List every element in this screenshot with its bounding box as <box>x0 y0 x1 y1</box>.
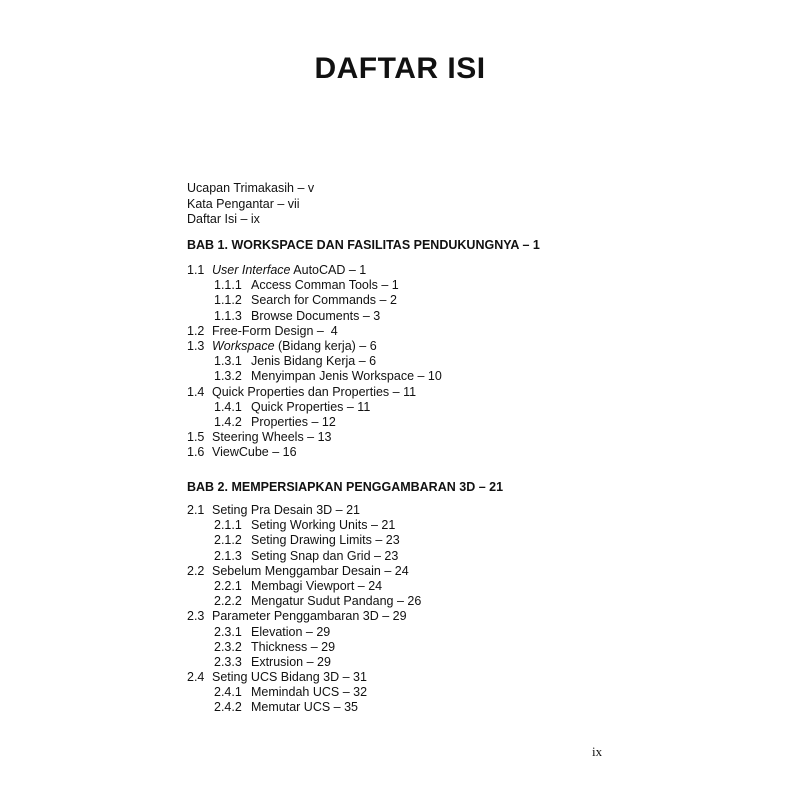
page-number: ix <box>592 744 603 759</box>
toc-entry-number: 2.1.2 <box>214 533 242 548</box>
toc-entry-text: Memindah UCS – 32 <box>251 685 368 700</box>
toc-entry-number: 1.1 <box>187 263 205 277</box>
toc-entry-number: 1.1.1 <box>214 278 242 293</box>
toc-entry <box>187 625 421 640</box>
toc-entry-text: Sebelum Menggambar Desain – 24 <box>212 563 409 578</box>
toc-entry-number: 1.3 <box>187 338 205 353</box>
toc-entry-text: Seting Pra Desain 3D – 21 <box>212 503 361 517</box>
toc-entry-number: 1.5 <box>187 430 205 445</box>
chapter-2-heading: BAB 2. MEMPERSIAPKAN PENGGAMBARAN 3D – 21 <box>187 480 504 494</box>
preliminary-item: Kata Pengantar – vii <box>187 196 300 211</box>
toc-entry-text: Parameter Penggambaran 3D – 29 <box>212 609 407 624</box>
toc-entry-text: Steering Wheels – 13 <box>212 430 332 445</box>
toc-entry-text: Elevation – 29 <box>251 624 331 639</box>
toc-entry-text: Free-Form Design – 4 <box>212 323 338 338</box>
toc-entry-number: 2.4.2 <box>214 700 242 715</box>
toc-entry <box>187 655 421 670</box>
toc-entry-number: 2.3 <box>187 609 205 624</box>
preliminary-item: Daftar Isi – ix <box>187 212 260 226</box>
toc-entry-text: (Bidang kerja) – 6 <box>274 338 377 353</box>
preliminary-item: Ucapan Trimakasih – v <box>187 181 315 195</box>
toc-entry <box>187 339 442 354</box>
toc-entry-text: Thickness – 29 <box>251 639 336 654</box>
toc-entry-number: 1.6 <box>187 445 205 460</box>
page-title: DAFTAR ISI <box>314 52 486 85</box>
toc-entry-text: Seting Working Units – 21 <box>251 518 396 533</box>
toc-entry <box>187 503 421 518</box>
toc-entry <box>187 430 442 445</box>
toc-entry-text: Memutar UCS – 35 <box>251 700 358 715</box>
toc-entry <box>187 579 421 594</box>
toc-entry-number: 1.4.2 <box>214 414 242 429</box>
toc-entry <box>187 609 421 624</box>
toc-entry-number: 2.4.1 <box>214 685 242 700</box>
toc-entry-number: 2.1 <box>187 503 205 517</box>
toc-entry-number: 2.3.2 <box>214 639 242 654</box>
toc-entry-number: 2.2 <box>187 563 205 578</box>
toc-entry <box>187 549 421 564</box>
toc-entry <box>187 369 442 384</box>
toc-entry <box>187 445 442 460</box>
toc-entry-text: AutoCAD – 1 <box>290 263 367 277</box>
toc-entry-number: 2.1.3 <box>214 548 242 563</box>
toc-entry <box>187 415 442 430</box>
toc-entry <box>187 385 442 400</box>
toc-entry-text: Properties – 12 <box>251 414 336 429</box>
toc-entry <box>187 670 421 685</box>
toc-entry-text: Browse Documents – 3 <box>251 308 381 323</box>
toc-entry <box>187 324 442 339</box>
toc-entry-text: Quick Properties dan Properties – 11 <box>212 384 417 399</box>
toc-entry-number: 2.4 <box>187 670 205 685</box>
toc-entry <box>187 293 442 308</box>
toc-entry-text: Search for Commands – 2 <box>251 293 397 308</box>
toc-entry <box>187 309 442 324</box>
toc-entry <box>187 700 421 715</box>
chapter-2-entries <box>187 503 421 716</box>
toc-entry-number: 1.3.1 <box>214 354 242 369</box>
toc-entry-italic-term: Workspace <box>212 338 275 353</box>
toc-entry-text: Quick Properties – 11 <box>251 399 371 414</box>
toc-entry <box>187 564 421 579</box>
toc-entry-number: 1.3.2 <box>214 369 242 384</box>
toc-entry <box>187 518 421 533</box>
toc-entry-text: Seting Drawing Limits – 23 <box>251 533 400 548</box>
toc-entry-number: 1.4 <box>187 384 205 399</box>
chapter-1-heading: BAB 1. WORKSPACE DAN FASILITAS PENDUKUNGNYA – 1 <box>187 238 540 252</box>
toc-entry-text: Membagi Viewport – 24 <box>251 578 383 593</box>
toc-entry-text: Access Comman Tools – 1 <box>251 278 399 293</box>
toc-entry-text: Jenis Bidang Kerja – 6 <box>251 354 377 369</box>
toc-entry-number: 1.2 <box>187 323 205 338</box>
toc-entry-number: 1.4.1 <box>214 399 242 414</box>
toc-entry <box>187 354 442 369</box>
chapter-1-entries <box>187 263 442 460</box>
toc-entry <box>187 685 421 700</box>
toc-entry-text: ViewCube – 16 <box>212 445 297 460</box>
toc-entry-number: 2.3.3 <box>214 654 242 669</box>
toc-entry <box>187 640 421 655</box>
toc-entry-text: Menyimpan Jenis Workspace – 10 <box>251 369 442 384</box>
toc-entry-text: Extrusion – 29 <box>251 654 331 669</box>
toc-entry-number: 1.1.3 <box>214 308 242 323</box>
toc-entry-number: 2.1.1 <box>214 518 242 533</box>
toc-entry-text: Seting UCS Bidang 3D – 31 <box>212 670 367 685</box>
toc-entry-number: 1.1.2 <box>214 293 242 308</box>
toc-entry <box>187 278 442 293</box>
toc-entry-number: 2.2.1 <box>214 578 242 593</box>
toc-entry <box>187 400 442 415</box>
toc-entry-text: Mengatur Sudut Pandang – 26 <box>251 594 422 609</box>
toc-entry <box>187 263 442 278</box>
toc-entry <box>187 594 421 609</box>
preliminary-list <box>187 181 314 228</box>
toc-entry-italic-term: User Interface <box>212 263 291 277</box>
toc-entry <box>187 533 421 548</box>
toc-entry-text: Seting Snap dan Grid – 23 <box>251 548 399 563</box>
toc-entry-number: 2.2.2 <box>214 594 242 609</box>
toc-entry-number: 2.3.1 <box>214 624 242 639</box>
